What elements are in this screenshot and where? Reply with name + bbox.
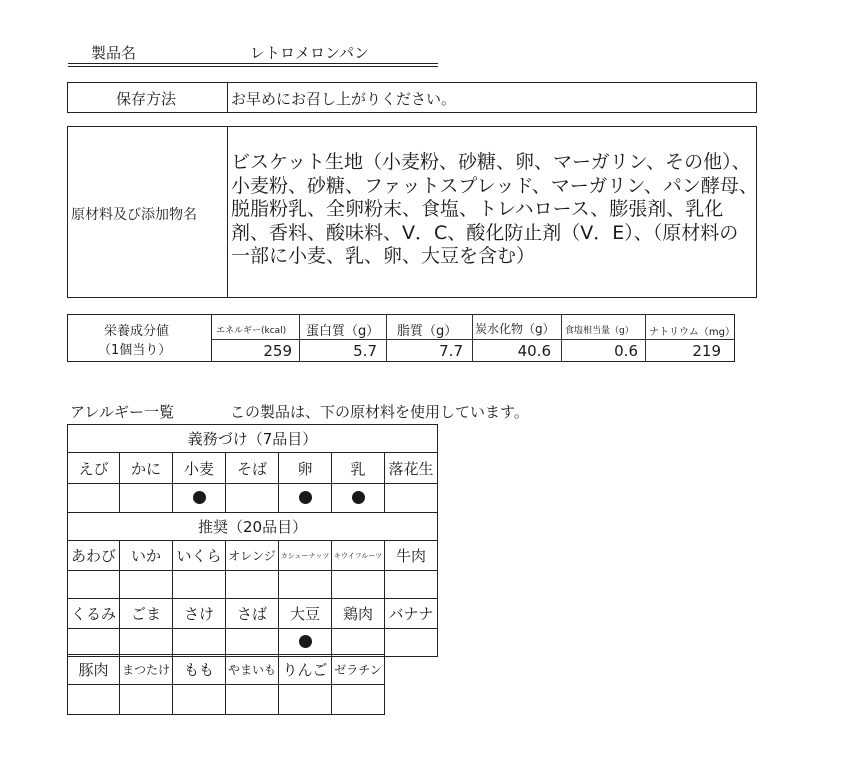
used-dot-icon	[352, 491, 365, 504]
allergen-mark-cell	[385, 484, 438, 513]
allergen-mark-cell	[279, 629, 332, 657]
allergen-name: りんご	[279, 655, 332, 685]
nutrition-value: 7.7	[439, 342, 463, 360]
allergen-mark-cell	[68, 629, 120, 657]
allergen-mark-cell	[332, 629, 385, 657]
allergen-name: やまいも	[226, 655, 279, 685]
used-dot-icon	[193, 491, 206, 504]
allergen-name: さけ	[173, 599, 226, 629]
allergen-mark-cell	[279, 685, 332, 715]
allergen-mark-cell	[226, 484, 279, 513]
allergen-mark-cell	[120, 685, 173, 715]
nutrition-header: 炭水化物（g）	[475, 322, 555, 336]
nutrition-header: 脂質（g）	[397, 324, 458, 339]
storage-label: 保存方法	[116, 90, 177, 108]
allergen-name: かに	[120, 453, 173, 484]
product-name-label: 製品名	[91, 44, 137, 62]
ingredients-label: 原材料及び添加物名	[71, 207, 197, 223]
nutrition-value: 259	[263, 342, 292, 360]
allergen-mark-cell	[385, 629, 438, 657]
allergen-name: あわび	[68, 541, 120, 571]
allergen-name: えび	[68, 453, 120, 484]
allergen-name: 豚肉	[68, 655, 120, 685]
allergen-mark-cell	[279, 571, 332, 599]
allergen-mark-cell	[173, 685, 226, 715]
allergen-name: バナナ	[385, 599, 438, 629]
allergen-mark-cell	[120, 629, 173, 657]
nutrition-label-sub: （1個当り）	[98, 343, 172, 358]
ingredients-line: 小麦粉、砂糖、ファットスプレッド、マーガリン、パン酵母、	[231, 174, 758, 197]
allergy-last-row-table	[67, 654, 385, 715]
nutrition-header: 食塩相当量（g）	[565, 326, 634, 336]
nutrition-header: 蛋白質（g）	[306, 324, 380, 339]
product-name-underline	[68, 63, 438, 64]
allergy-title: アレルギー一覧	[70, 403, 175, 421]
allergen-name: 乳	[332, 453, 385, 484]
allergen-name: いくら	[173, 541, 226, 571]
allergy-note: この製品は、下の原材料を使用しています。	[230, 403, 529, 421]
allergen-name: ゼラチン	[332, 655, 385, 685]
allergen-name: カシューナッツ	[279, 541, 332, 571]
allergen-name: もも	[173, 655, 226, 685]
allergen-mark-cell	[332, 571, 385, 599]
allergen-mark-cell	[332, 484, 385, 513]
allergen-mark-cell	[173, 484, 226, 513]
allergen-mark-cell	[68, 571, 120, 599]
product-name-value: レトロメロンパン	[250, 44, 369, 62]
allergen-mark-cell	[332, 685, 385, 715]
allergen-name: くるみ	[68, 599, 120, 629]
nutrition-value: 0.6	[614, 342, 638, 360]
ingredients-line: ビスケット生地（小麦粉、砂糖、卵、マーガリン、その他）、	[231, 151, 751, 173]
allergen-mark-cell	[385, 571, 438, 599]
ingredients-text	[231, 151, 758, 269]
ingredients-line: 脱脂粉乳、全卵粉末、食塩、トレハロース、膨張剤、乳化	[231, 198, 724, 220]
allergen-name: いか	[120, 541, 173, 571]
allergen-name: キウイフルーツ	[332, 541, 385, 571]
allergen-name: ごま	[120, 599, 173, 629]
recommended-title: 推奨（20品目）	[68, 513, 438, 541]
allergen-mark-cell	[279, 484, 332, 513]
allergen-name: そば	[226, 453, 279, 484]
allergen-name: 鶏肉	[332, 599, 385, 629]
allergen-mark-cell	[226, 571, 279, 599]
allergen-mark-cell	[173, 629, 226, 657]
allergen-name: 大豆	[279, 599, 332, 629]
allergen-mark-cell	[120, 484, 173, 513]
allergen-mark-cell	[120, 571, 173, 599]
allergy-mandatory-table	[67, 424, 438, 657]
allergen-mark-cell	[226, 629, 279, 657]
nutrition-label: 栄養成分値	[104, 324, 170, 339]
allergen-name: 落花生	[385, 453, 438, 484]
allergen-name: さば	[226, 599, 279, 629]
allergen-mark-cell	[226, 685, 279, 715]
allergen-name: まつたけ	[120, 655, 173, 685]
allergen-mark-cell	[68, 685, 120, 715]
used-dot-icon	[299, 635, 312, 648]
ingredients-line: 一部に小麦、乳、卵、大豆を含む）	[231, 245, 536, 267]
mandatory-title: 義務づけ（7品目）	[68, 425, 438, 453]
allergen-name: 小麦	[173, 453, 226, 484]
nutrition-value: 5.7	[353, 342, 377, 360]
nutrition-value: 219	[692, 342, 721, 360]
allergen-name: 卵	[279, 453, 332, 484]
allergen-name: 牛肉	[385, 541, 438, 571]
nutrition-header: エネルギー(kcal)	[216, 326, 287, 336]
allergen-mark-cell	[68, 484, 120, 513]
allergen-name: オレンジ	[226, 541, 279, 571]
allergen-mark-cell	[173, 571, 226, 599]
nutrition-value: 40.6	[517, 342, 551, 360]
nutrition-header: ナトリウム（mg）	[649, 327, 735, 338]
used-dot-icon	[299, 491, 312, 504]
ingredients-line: 剤、香料、酸味料、V．C、酸化防止剤（V．E）、（原材料の	[231, 221, 739, 244]
storage-value: お早めにお召し上がりください。	[231, 90, 457, 108]
